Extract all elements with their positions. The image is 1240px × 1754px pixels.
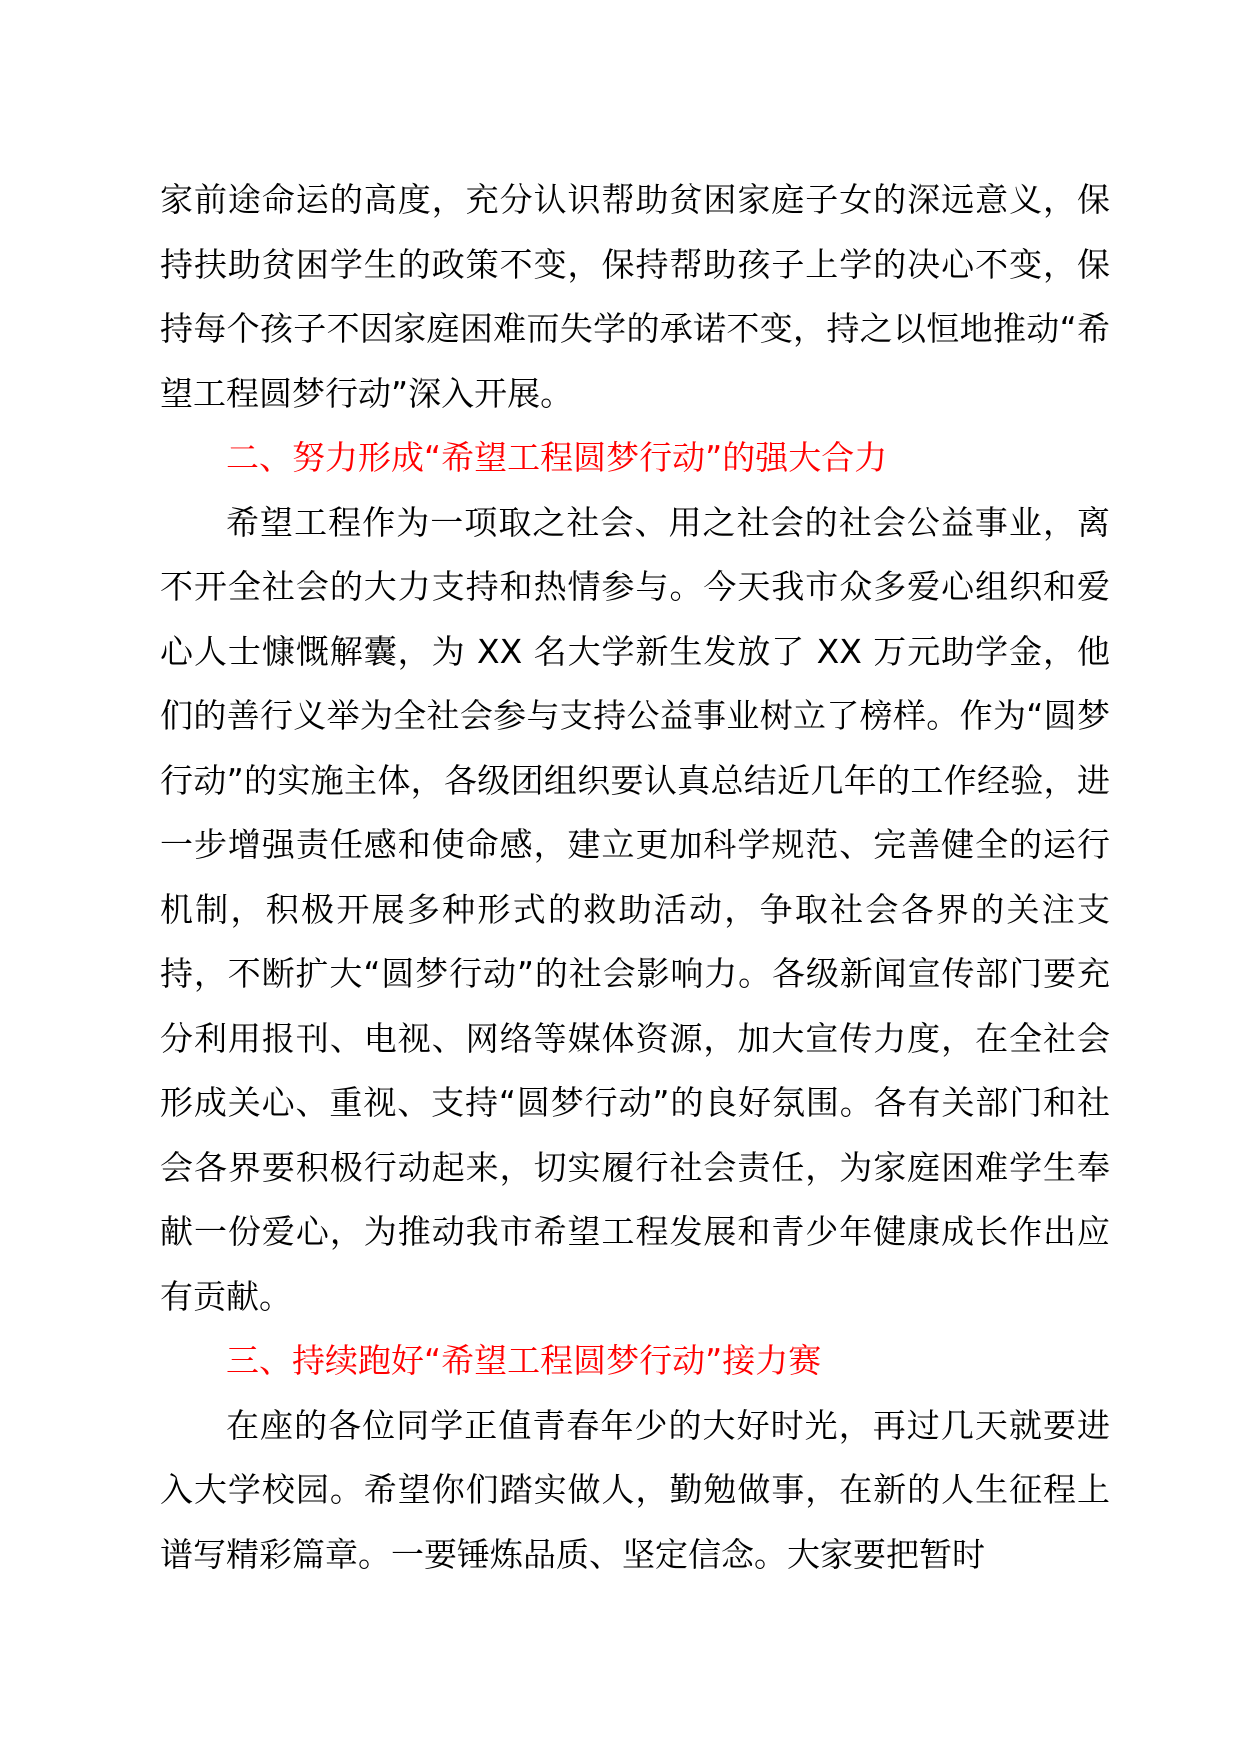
body-paragraph-3: 在座的各位同学正值青春年少的大好时光，再过几天就要进入大学校园。希望你们踏实做人，勤勉做事，在新的人生征程上谱写精彩篇章。一要锤炼品质、坚定信念。大家要把暂时 [160, 1405, 1110, 1574]
body-paragraph-1: 家前途命运的高度，充分认识帮助贫困家庭子女的深远意义，保持扶助贫困学生的政策不变，保持帮助孩子上学的决心不变，保持每个孩子不因家庭困难而失学的承诺不变，持之以恒地推动“希望工程圆梦行动”深入开展。 [160, 180, 1110, 413]
body-paragraph-2: 希望工程作为一项取之社会、用之社会的社会公益事业，离不开全社会的大力支持和热情参与。今天我市众多爱心组织和爱心人士慷慨解囊，为 XX 名大学新生发放了 XX 万元助学金，他们的善行义举为全社会参与支持公益事业树立了榜样。作为“圆梦行动”的实施主体，各级团组织要认真总结近几年的工作经验，进一步增强责任感和使命感，建立更加科学规范、完善健全的运行机制，积极开展多种形式的救助活动，争取社会各界的关注支持，不断扩大“圆梦行动”的社会影响力。各级新闻宣传部门要充分利用报刊、电视、网络等媒体资源，加大宣传力度，在全社会形成关心、重视、支持“圆梦行动”的良好氛围。各有关部门和社会各界要积极行动起来，切实履行社会责任，为家庭困难学生奉献一份爱心，为推动我市希望工程发展和青少年健康成长作出应有贡献。 [160, 502, 1110, 1316]
document-body [160, 168, 1110, 1587]
section-heading-3: 三、持续跑好“希望工程圆梦行动”接力赛 [226, 1341, 822, 1380]
section-heading-2: 二、努力形成“希望工程圆梦行动”的强大合力 [226, 438, 888, 477]
